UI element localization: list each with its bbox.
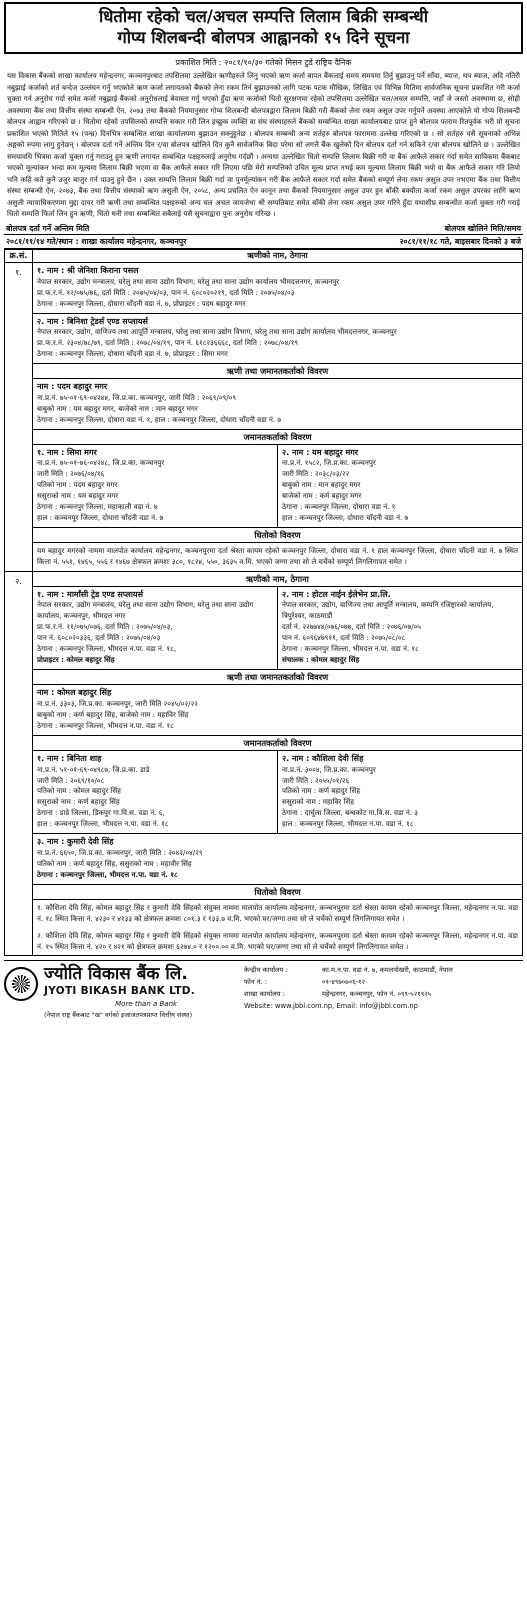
borrower-line: प्रा.फ.र.नं. ११/०७५/०७६, दर्ता मिति : २०७५/०४/०३,	[37, 622, 173, 632]
central-office-value: का.म.न.पा. वडा नं. ७, कमलपोखरी, काठमाडौं, नेपाल	[322, 966, 453, 975]
table-row	[5, 571, 523, 956]
bank-branding	[4, 965, 240, 1020]
notice-title	[4, 2, 523, 54]
title-line-2: गोप्य शिलबन्दी बोलपत्र आह्वानको १५ दिने सूचना	[117, 28, 410, 48]
borrower-line: नेपाल सरकार, उद्योग मन्त्रालय, घरेलु तथा साना उद्योग विभाग, घरेलु तथा साना उद्योग कार्यालय भीमदत्तनगर, कञ्चनपुर	[37, 276, 340, 286]
borrower-name: २. नाम : होटल नाईन ईलेभेन प्रा.लि.	[282, 589, 391, 599]
phone-row	[244, 977, 523, 989]
guarantor-line: बाबुको नाम : मान बहादुर मगर	[282, 480, 361, 490]
collateral-header: धितोको विवरण	[33, 528, 522, 543]
borrower-line: प्रा.फ.र.नं. २३०४/७८/७९, दर्ता मिति : २०७८/०४/१९, पान नं. ६१८२३६६६८, दर्ता मिति : २०७८/०४/१९	[37, 338, 299, 348]
borrower-line: ठेगाना : कञ्चनपुर जिल्ला, दोधारा चाँदनी वडा नं. ७, प्रोप्राइटर : पदम बहादुर मगर	[37, 298, 246, 308]
guarantor-name: २. नाम : कौशिला देवी सिंह	[282, 753, 364, 763]
guarantor-line: पतिको नाम : कर्ण बहादुर सिंह, ससुराको नाम : महावीर सिंह	[37, 859, 192, 868]
published-date: प्रकाशित मिति : २०८१/१०/३० गतेको मिसन टुडे राष्ट्रिय दैनिक	[175, 57, 352, 67]
guarantors-header-2: जमानतकर्ताको विवरण	[33, 736, 522, 751]
guarantor-header: ऋणी तथा जमानतकर्ताको विवरण	[33, 364, 522, 379]
sn-header: क्र.सं.	[5, 250, 33, 263]
branch-office-value: महेन्द्रनगर, कञ्चनपुर, फोन नं. ०९९-५२१९२५	[322, 989, 432, 998]
guarantor-name: २. नाम : यम बहादुर मगर	[282, 447, 359, 457]
guarantor-line: ना.प्र.नं. ३३०३, जि.प्र.का. कञ्चनपुर, जारी मिति २०४५/०२/२२	[37, 698, 198, 708]
web-row	[244, 1001, 523, 1013]
bank-footer	[4, 960, 523, 1020]
borrower-header: ऋणीको नाम, ठेगाना	[33, 250, 523, 263]
entry-1-details	[33, 262, 523, 571]
borrower-name: २. नाम : बिनिशा ट्रेडर्स एण्ड सप्लायर्स	[37, 316, 148, 326]
guarantor-line: ना.प्र.नं. ३००४, जि.प्र.का. कञ्चनपुर	[282, 764, 376, 774]
guarantor-line: जारी मिति : २०५५/०१/२६	[282, 775, 350, 785]
guarantor-line: हाल : कञ्चनपुर जिल्ला, भीमदत्त न.पा. वडा नं. १८	[282, 819, 414, 829]
guarantor-1	[33, 445, 277, 528]
guarantor-line: ना.प्र.नं. ७५-०१-६९-०४२४४, जि.प्र.का. कञ्चनपुर, जारी मिति : २०६९/०९/०९	[37, 392, 237, 402]
table-row	[5, 262, 523, 571]
guarantor-line: जारी मिति : २०७६/०४/१६	[37, 469, 105, 479]
opening-value: २०८१/११/१८ गते, बाइसबार दिनको ३ बजे	[399, 237, 521, 247]
borrower-table	[4, 249, 523, 956]
borrower-line: ठेगाना : कञ्चनपुर जिल्ला, दोधारा चाँदनी वडा नं. ७, प्रोप्राइटर : सिमा मगर	[37, 349, 228, 359]
entry-1-sn: १.	[5, 262, 33, 571]
guarantor-3	[33, 834, 522, 885]
table-header-row	[5, 250, 523, 263]
guarantor-line: ठेगाना : कञ्चनपुर जिल्ला, भीमदत्त न.पा. वडा नं. १८	[37, 869, 178, 879]
web-email[interactable]: Website: www.jbbl.com.np, Email: info@jbbl.com.np	[244, 1001, 418, 1010]
guarantor-line: ना.प्र.नं. ६६५०, जि.प्र.का. कञ्चनपुर, जारी मिति : २०४२/०४/२९	[37, 848, 203, 858]
entry-1-guarantors	[33, 445, 522, 529]
guarantor-line: ठेगाना : दार्चुला जिल्ला, बन्धकोट गा.वि.स. वडा नं. ३	[282, 808, 418, 818]
bank-name-block	[44, 965, 195, 1020]
borrower-name: १. नाम : श्री जेनिशा किराना पसल	[37, 265, 139, 275]
collateral-header-2: धितोको विवरण	[33, 885, 522, 900]
guarantor-1	[33, 751, 277, 834]
guarantor-line: पतिको नाम : कर्ण बहादुर सिंह	[282, 786, 361, 796]
guarantor-line: ठेगाना : कञ्चनपुर जिल्ला, दोधारा वडा नं. १	[282, 502, 396, 512]
borrower-line: ठेगाना : कञ्चनपुर जिल्ला, भीमदत्त न.पा. वडा नं. १८	[282, 644, 419, 654]
entry-2-principal-guarantor	[33, 685, 522, 736]
guarantor-line: जारी मिति : २०३८/०३/२२	[282, 469, 350, 479]
bank-contact	[240, 965, 523, 1020]
deadline-value: २०८१/११/१४ गते/स्थान : शाखा कार्यालय महेन्द्रनगर, कञ्चनपुर	[6, 237, 187, 247]
borrower-line: दर्ता नं. २२७७४४/०७६/०७७, दर्ता मिति : २०७६/०७/०५	[282, 622, 421, 632]
entry-2-sn: २.	[5, 571, 33, 956]
central-office-row	[244, 965, 523, 977]
borrower-line: संचालक : कोमल बहादुर सिंह	[282, 655, 360, 665]
guarantor-name: १. नाम : बिनिता शाह	[37, 753, 102, 763]
borrower-line: प्रा.फ.र.नं. १२/०७५/७६, दर्ता मिति : २०७५/०४/०३, पान नं. ६०८०२०२१९, दर्ता मिति : २०७५/०४/०३	[37, 287, 295, 297]
deadline-label: बोलपत्र दर्ता गर्ने अन्तिम मिति	[6, 223, 90, 233]
borrower-line: पान नं. ६०९६४७९११, दर्ता मिति : २०७५/०८/०८	[282, 633, 406, 643]
entry-1-collateral: यम बहादुर मगरको नाममा मालपोत कार्यालय महेन्द्रनगर, कञ्चनपुरमा दर्ता श्रेस्ता कायम रहेको कञ्चनपुर जिल्ला, दोधारा वडा नं. १ हाल कञ्चनपुर जिल्ला, दोधारा चाँदनी वडा नं. ७ स्थित कित्ता नं. ५५१, १४६५, ५५६ र १४६७ क्षेत्रफल क्रमशः ३८०, १८२४, ५५०, ३६३५ व.मि. भएको जग्गा तथा सो ले चर्चेको सम्पूर्ण लिगलिगायत समेत ।	[37, 546, 518, 567]
notice-page	[4, 2, 523, 1608]
phone-value: ०१-४९७०७०६-१२	[322, 978, 366, 987]
guarantor-line: बाबुको नाम : यम बहादुर मगर, बाजेको नाम : मान बहादुर मगर	[37, 403, 198, 413]
guarantor-line: बाबुको नाम : कर्ण बहादुर सिंह, बाजेको नाम : महाविर सिंह	[37, 709, 189, 719]
borrower-header-2: ऋणीको नाम, ठेगाना	[33, 572, 522, 587]
borrower-line: नेपाल सरकार, उद्योग, वाणिज्य तथा आपूर्ति मन्त्रालय, कम्पनि रजिष्ट्रारको कार्यालय, त्रिपुरेश्वर, काठमाडौं	[282, 600, 494, 621]
guarantor-line: हाल : कञ्चनपुर जिल्ला, दोधारा चाँदनी वडा नं. ७	[282, 513, 409, 523]
guarantor-line: पतिको नाम : कोमल बहादुर सिंह	[37, 786, 121, 796]
guarantor-line: ससुराको नाम : यम बहादुर मगर	[37, 491, 119, 501]
entry-2-collateral-1: १. कौशिला देवि सिंह, कोमल बहादुर सिंह र कुमारी देवि सिंहको संयुक्त नाममा मालपोत कार्यालय महेन्द्रनगर, कञ्चनपुरमा दर्ता श्रेस्ता कायम रहेको कञ्चनपुर जिल्ला, महेन्द्रनगर न.पा. वडा नं. १८ स्थित कित्ता नं. ४२३० र ४२३३ को क्षेत्रफल क्रमशः ८०१.३ र १३३.७ व.मि. भएको घर/जग्गा तथा सो ले चर्चेको सम्पूर्ण लिगलिगायत समेत ।	[37, 902, 518, 924]
guarantor-line: हाल : कञ्चनपुर जिल्ला, दोधारा चाँदनी वडा नं. ७	[37, 513, 164, 523]
guarantors-header: जमानतकर्ताको विवरण	[33, 430, 522, 445]
guarantor-2	[277, 445, 522, 528]
guarantor-name: १. नाम : सिमा मगर	[37, 447, 97, 457]
guarantor-line: बाजेको नाम : कर्म बहादुर मगर	[282, 491, 362, 501]
phone-label: फोन नं. :	[244, 978, 267, 987]
guarantor-line: ठेगाना : डाडे जिल्ला, डिकपुर गा.वि.स. वडा नं. ६,	[37, 808, 165, 818]
guarantor-name: नाम : पदम बहादुर मगर	[37, 382, 108, 392]
guarantor-line: ठेगाना : कञ्चनपुर जिल्ला, भीमदत्त न.पा. वडा नं. १८	[37, 720, 174, 730]
borrower-name: १. नाम : मार्मांसी ट्रेड एण्ड सप्लायर्स	[37, 589, 143, 599]
guarantor-name: ३. नाम : कुमारी देवी सिंह	[37, 837, 114, 847]
bank-name-en: JYOTI BIKASH BANK LTD.	[44, 985, 196, 998]
entry-2-borrower-1	[33, 587, 277, 670]
branch-office-label: शाखा कार्यालय :	[244, 989, 285, 998]
guarantor-line: ठेगाना : कञ्चनपुर जिल्ला, महाकाली वडा नं. ७	[37, 502, 158, 512]
guarantor-line: ससुराको नाम : कर्ण बहादुर सिंह	[37, 797, 120, 807]
deadline-values	[4, 234, 523, 249]
guarantor-line: हाल : कञ्चनपुर जिल्ला, भीमदत्त न.पा. वडा नं. १८	[37, 819, 169, 829]
guarantor-line: ना.प्र.नं. १५८२, जि.प्र.का. कञ्चनपुर	[282, 458, 376, 468]
guarantor-line: ना.प्र.नं. ७५-०१-७६-०४२४८, जि.प्र.का. कञ्चनपुर	[37, 458, 165, 468]
entry-2-collateral-2: २. कौशिला देवि सिंह, कोमल बहादुर सिंह र कुमारी देवि सिंहको संयुक्त नाममा मालपोत कार्यालय महेन्द्रनगर, कञ्चनपुरमा दर्ता श्रेस्ता कायम रहेको कञ्चनपुर जिल्ला, महेन्द्रनगर न.पा. वडा नं. १५ स्थित कित्ता नं. ४२० र ४२१ को क्षेत्रफल क्रमशः ६२७४.० र १२००.०० व.मि. भएको घर/जग्गा तथा सो ले चर्चेको सम्पूर्ण लिगलिगायत समेत ।	[37, 930, 518, 952]
borrower-line: ठेगाना : कञ्चनपुर जिल्ला, भीमदत्त न.पा. वडा नं. १८,	[37, 644, 177, 654]
entry-1-borrower-2	[33, 314, 522, 365]
entry-2-guarantors	[33, 751, 522, 835]
borrower-line: नेपाल सरकार, उद्योग मन्त्रालय, घरेलु तथा साना उद्योग विभाग, घरेलु तथा साना उद्योग कार्यालय, कञ्चनपुर, भीमदत्त नगर	[37, 600, 254, 621]
opening-label: बोलपत्र खोलिने मिति/समय	[444, 223, 521, 233]
guarantor-line: जारी मिति : २०६९/१०/०८	[37, 775, 105, 785]
entry-2-borrowers	[33, 587, 522, 671]
guarantor-line: ना.प्र.नं. ५१-०१-६९-०४९८७, जि.प्र.का. डाडे	[37, 764, 150, 774]
guarantor-line: पतिको नाम : पदम बहादुर मगर	[37, 480, 118, 490]
title-line-1: धितोमा रहेको चल/अचल सम्पत्ति लिलाम बिक्री सम्बन्धी	[99, 7, 428, 26]
entry-2-details	[33, 571, 523, 956]
bank-licence: (नेपाल राष्ट्र बैंकबाट "ख" वर्गको इजाजतपत्रप्राप्त वित्तीय संस्था)	[44, 1011, 193, 1020]
entry-1-principal-guarantor	[33, 379, 522, 430]
deadline-labels	[4, 223, 523, 234]
bank-tagline: More than a Bank	[115, 1000, 178, 1009]
guarantor-name: नाम : कोमल बहादुर सिंह	[37, 688, 112, 698]
guarantor-2	[277, 751, 522, 834]
bank-logo-icon	[4, 967, 38, 1001]
entry-1-borrower-1	[33, 263, 522, 314]
entry-2-borrower-2	[277, 587, 522, 670]
borrower-line: प्रोप्राइटर : कोमल बहादुर सिंह	[37, 655, 115, 665]
borrower-line: नेपाल सरकार, उद्योग, वाणिज्य तथा आपूर्ति मन्त्रालय, घरेलु तथा साना उद्योग विभाग, घरेलु तथा साना उद्योग कार्यालय भीमदत्तनगर, कञ्चनपुर	[37, 327, 397, 337]
borrower-line: पान नं. ६०८०२०३३६, दर्ता मिति : २०७५/०४/०३	[37, 633, 161, 643]
bank-name-np: ज्योति विकास बैंक लि.	[44, 964, 188, 985]
guarantor-line: ठेगाना : कञ्चनपुर जिल्ला, दोधारा वडा नं. १, हाल : कञ्चनपुर जिल्ला, दोधारा चाँदनी वडा नं. ७	[37, 414, 282, 424]
notice-body: यस विकास बैंकको शाखा कार्यालय महेन्द्रनगर, कञ्चनपुरबाट तपसिलमा उल्लेखित ऋणीहरुले लिनु भएको ऋण कर्जा बापत बैंकलाई समय समयमा तिर्नु बुझाउनु पर्ने साँवा, ब्याज, थप ब्याज, अदि नतिरी नबुझाई कर्जाको शर्त बन्देज उल्लंघन गर्नु भएकोले ऋण कर्जा लगायतको बैंकको लेना रकम तिर्न बुझाउनको लागि पटक पटक मौखिक, लिखित एवं विभिन्न मितिमा सार्वजनिक सूचना प्रकाशित गरी कर्जा चुक्ता गर्न अनुरोध गर्दा समेत कर्जा नबुझाई बैंकको अनुरोधलाई बेवास्ता गर्नु भएको हुँदा ऋण कर्जाको धितो सुरक्षणमा रहेको तपसिलमा उल्लेखित चल/अचल सम्पत्ति, जहाँ जे जस्तो अवस्थामा छ, सोही अवस्थामा बैंक तथा वित्तीय संस्था सम्बन्धी ऐन, २०७३ तथा बैंकको नियमानुसार गोप्य शिलबन्दी बोलपत्रद्वारा लिलाम बिक्री गरी बैंकको लेना रकम असुल उपर गर्नुपर्ने अवस्था आएकोले यो गोप्य शिलबन्दी बोलपत्र आह्वान गरिएको छ । धितोमा रहेको तपसिलको सम्पत्ति सकार गरी लिन इच्छुक व्यक्ति वा संघ संस्थाहरुले बैंकको सम्बन्धित शाखा कार्यालयबाट प्राप्त हुने बोलपत्र फाराम रितपूर्वक भरी यो सूचना प्रकाशित भएको मितिले १५ (पन्ध्र) दिनभित्र सम्बन्धित शाखा कार्यालयमा बुझाउन सक्नुहुनेछ । बोलपत्र सम्बन्धी अन्य शर्तहरु बोलपत्र फाराममा उल्लेख गरिएको छ । सो शर्तहरु यसै सूचनाको अभिन्न अङ्गको रुपमा लागु हुनेछन् । बोलपत्र दर्ता गर्ने अन्तिम दिन र/वा बोलपत्र खोलिने दिन कुनै सार्वजनिक बिदा परेमा सो लगत्तै बैंक खुलेको दिन बोलपत्र दर्ता गर्न सकिने र/वा बोलपत्र खोलिने छ । उल्लेखित समयावधि भित्रमा कर्जा चुक्ता गर्नु गराउनु हुन ऋणी लगायत सम्बन्धित पक्षहरुलाई अनुरोध गर्दछौं । अन्यथा उल्लेखित धितो सम्पत्ति लिलाम बिक्री गरी वा बैंक आफैले सकार गर्दा समेत साविकमा बैंकबाट भएको मूल्यांकन भन्दा कम मूल्यमा लिलाम बिक्री भएमा वा बैंक आफैले सकार गरि लिएमा पछि मेरो सम्पत्तिको उचित मूल्य प्राप्त नभई कम मूल्यमा लिलाम बिक्री भयो वा बैंक आफैले सकार गरि लियो भनि कहिं कतै कुनै उजुर बाजुर गर्न पाउनु हुने छैन । उक्त सम्पत्ति लिलाम बिक्री गर्दा वा पुनर्मूल्यांकन गरी बैंक आफैले सकार गर्दा समेत बैंकको सम्पूर्ण लेना रकम असुल उपर नभएमा बैंक तथा वित्तीय संस्था सम्बन्धी ऐन, २०७३, बैंक तथा वित्तीय संस्थाको ऋण असुली ऐन, २०५८, अन्य प्रचलित ऐन कानून तथा बैंकको नियमानुसार असुल उपर हुन बाँकी बक्यौता कर्जा रकम असुल उपरका लागि ऋण असुली न्यायाधिकरणमा मुद्दा दायर गरी ऋणी तथा सम्बन्धित पक्षहरुको अन्य चल अचल जायजेथा श्री सम्पतिबाट समेत बाँकी लेना रकम असुल उपर गरिने हुँदा यथाशीघ्र सम्बन्धीत कर्जा चुक्ता गरी गराई धितो सम्पत्ति फिर्ता लिन हुन ऋणी, धितो धनी तथा सम्बन्धित सबैलाई यसै सूचनाद्वारा पुनः अनुरोध गरिन्छ ।	[7, 71, 520, 219]
branch-office-row	[244, 989, 523, 1001]
guarantor-line: ससुराको नाम : महाविर सिंह	[282, 797, 354, 807]
guarantor-header-2: ऋणी तथा जमानतकर्ताको विवरण	[33, 670, 522, 685]
central-office-label: केन्द्रीय कार्यालय :	[244, 966, 288, 975]
